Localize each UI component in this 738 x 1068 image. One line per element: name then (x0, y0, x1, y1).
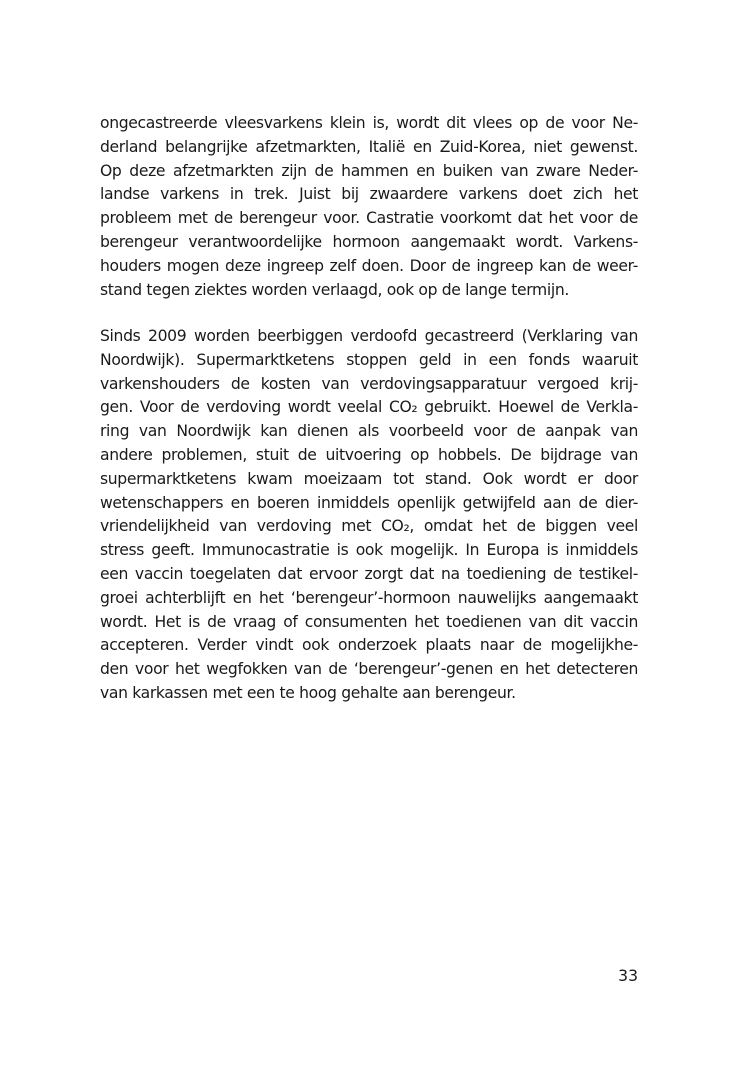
text-line: houders mogen deze ingreep zelf doen. Door de ingreep kan de weer- (100, 256, 638, 275)
text-line: accepteren. Verder vindt ook onderzoek plaats naar de mogelijkhe- (100, 636, 638, 655)
text-line: van karkassen met een te hoog gehalte aan berengeur. (100, 683, 516, 702)
page-number: 33 (618, 967, 638, 985)
text-line: den voor het wegfokken van de ‘berengeur’-genen en het detecteren (100, 660, 638, 679)
text-line: Sinds 2009 worden beerbiggen verdoofd gecastreerd (Verklaring van (100, 327, 638, 345)
text-line: Noordwijk). Supermarktketens stoppen geld in een fonds waaruit (100, 350, 638, 369)
text-line: supermarktketens kwam moeizaam tot stand. Ook wordt er door (100, 469, 638, 488)
text-line: varkenshouders de kosten van verdovingsapparatuur vergoed krij- (100, 374, 638, 393)
paragraph-1 (100, 112, 638, 302)
text-line: derland belangrijke afzetmarkten, Italië en Zuid-Korea, niet gewenst. (100, 137, 638, 156)
text-line: een vaccin toegelaten dat ervoor zorgt dat na toediening de testikel- (100, 564, 638, 583)
text-line: gen. Voor de verdoving wordt veelal CO₂ gebruikt. Hoewel de Verkla- (100, 398, 638, 417)
text-line: berengeur verantwoordelijke hormoon aangemaakt wordt. Varkens- (100, 232, 638, 251)
text-line: vriendelijkheid van verdoving met CO₂, omdat het de biggen veel (100, 517, 638, 536)
text-line: stress geeft. Immunocastratie is ook mogelijk. In Europa is inmiddels (100, 541, 638, 560)
text-line: ongecastreerde vleesvarkens klein is, wordt dit vlees op de voor Ne- (100, 114, 638, 132)
text-line: wordt. Het is de vraag of consumenten het toedienen van dit vaccin (100, 612, 638, 631)
text-line: ring van Noordwijk kan dienen als voorbeeld voor de aanpak van (100, 422, 638, 441)
text-line: andere problemen, stuit de uitvoering op hobbels. De bijdrage van (100, 445, 638, 464)
text-line: Op deze afzetmarkten zijn de hammen en buiken van zware Neder- (100, 161, 638, 180)
text-line: groei achterblijft en het ‘berengeur’-hormoon nauwelijks aangemaakt (100, 588, 638, 607)
text-line: probleem met de berengeur voor. Castratie voorkomt dat het voor de (100, 209, 638, 228)
text-line: landse varkens in trek. Juist bij zwaardere varkens doet zich het (100, 185, 638, 204)
text-line: stand tegen ziektes worden verlaagd, ook op de lange termijn. (100, 280, 569, 299)
paragraph-2 (100, 325, 638, 706)
text-line: wetenschappers en boeren inmiddels openlijk getwijfeld aan de dier- (100, 493, 638, 512)
